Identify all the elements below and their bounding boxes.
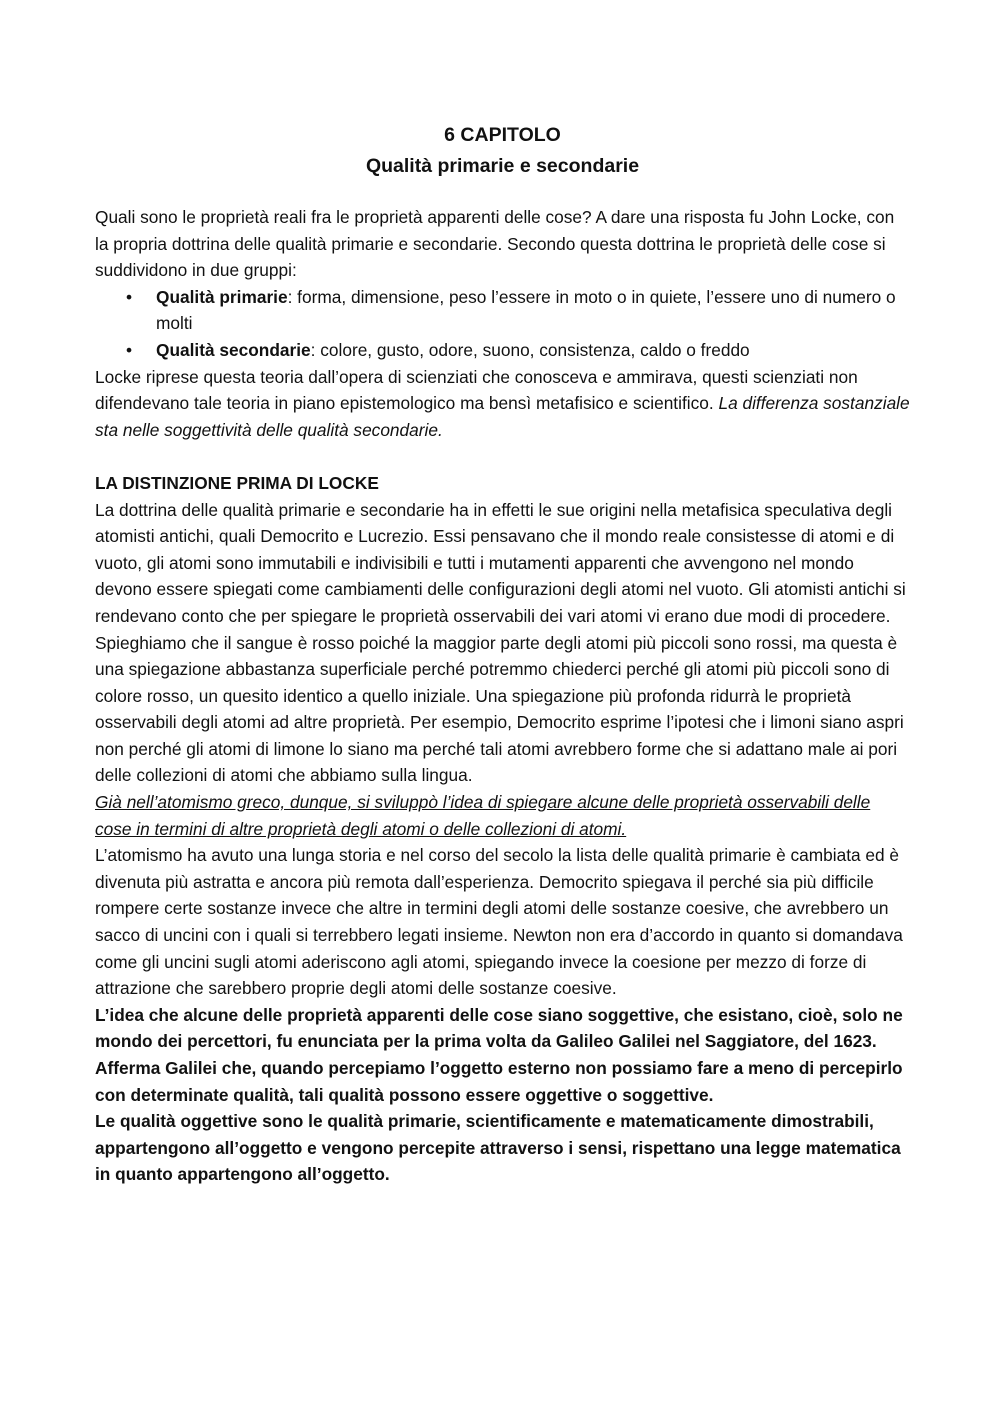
list-item-text: : forma, dimensione, peso l’essere in moto o in quiete, l’essere uno di numero o molti <box>156 286 896 334</box>
section-paragraph-history: L’atomismo ha avuto una lunga storia e nel corso del secolo la lista delle qualità primarie è cambiata ed è divenuta più astratta e ancora più remota dall’esperienza. Democrito spiegava il perché sia più difficile rompere certe sostanze invece che altre in termini degli atomi delle sostanze coesive, che avrebbero un sacco di uncini con i quali si terrebbero legati insieme. Newton non era d’accordo in quanto si domandava come gli uncini sugli atomi aderiscono agli atomi, spiegando invece la coesione per mezzo di forze di attrazione che sarebbero proprie degli atomi delle sostanze coesive. <box>95 845 903 999</box>
locke-paragraph <box>95 364 910 444</box>
document-page <box>95 120 910 1188</box>
chapter-subtitle: Qualità primarie e secondarie <box>365 155 640 177</box>
list-item-term: Qualità secondarie <box>156 339 311 360</box>
chapter-title: 6 CAPITOLO <box>444 124 561 146</box>
section-heading: LA DISTINZIONE PRIMA DI LOCKE <box>95 472 379 493</box>
title-block <box>95 120 910 182</box>
bullet-dot-icon: • <box>126 339 133 360</box>
list-item-text: : colore, gusto, odore, suono, consistenza, caldo o freddo <box>310 339 750 360</box>
section-paragraph-emphasis: Già nell’atomismo greco, dunque, si sviluppò l’idea di spiegare alcune delle proprietà osservabili delle cose in termini di altre proprietà degli atomi o delle collezioni di atomi. <box>95 792 871 839</box>
objective-qualities-paragraph: Le qualità oggettive sono le qualità primarie, scientificamente e matematicamente dimostrabili, appartengono all’oggetto e vengono percepite attraverso i sensi, rispettano una legge matematica in quanto appartengono all’oggetto. <box>95 1111 901 1185</box>
section-paragraph-atomists: La dottrina delle qualità primarie e secondarie ha in effetti le sue origini nella metafisica speculativa degli atomisti antichi, quali Democrito e Lucrezio. Essi pensavano che il mondo reale consistesse di atomi e di vuoto, gli atomi sono immutabili e indivisibili e tutti i mutamenti apparenti che avvengono nel mondo devono essere spiegati come cambiamenti delle configurazioni degli atomi nel vuoto. Gli atomisti antichi si rendevano conto che per spiegare le proprietà osservabili dei vari atomi vi erano due modi di procedere. Spieghiamo che il sangue è rosso poiché la maggior parte degli atomi più piccoli sono rossi, ma questa è una spiegazione abbastanza superficiale perché potremmo chiederci perché gli atomi più piccoli sono di colore rosso, un quesito identico a quello iniziale. Una spiegazione più profonda ridurrà le proprietà osservabili degli atomi ad altre proprietà. Per esempio, Democrito esprime l’ipotesi che i limoni siano aspri non perché gli atomi di limone lo siano ma perché tali atomi avrebbero forme che si adattano male ai pori delle collezioni di atomi che abbiamo sulla lingua. <box>95 499 906 786</box>
intro-paragraph: Quali sono le proprietà reali fra le proprietà apparenti delle cose? A dare una risposta fu John Locke, con la propria dottrina delle qualità primarie e secondarie. Secondo questa dottrina le proprietà delle cose si suddividono in due gruppi: <box>95 207 895 281</box>
galilei-paragraph: L’idea che alcune delle proprietà apparenti delle cose siano soggettive, che esistano, cioè, solo ne mondo dei percettori, fu enunciata per la prima volta da Galileo Galilei nel Saggiatore, del 1623. Afferma Galilei che, quando percepiamo l’oggetto esterno non possiamo fare a meno di percepirlo con determinate qualità, tali qualità possono essere oggettive o soggettive. <box>95 1004 903 1105</box>
list-item-term: Qualità primarie <box>156 286 288 307</box>
list-item <box>95 337 910 364</box>
locke-paragraph-text: Locke riprese questa teoria dall’opera di scienziati che conosceva e ammirava, questi scienziati non difendevano tale teoria in piano epistemologico ma bensì metafisico e scientifico. <box>95 366 858 414</box>
qualities-list <box>95 284 910 364</box>
bullet-dot-icon: • <box>126 286 133 307</box>
list-item <box>95 284 910 337</box>
locke-paragraph-italic: La differenza sostanziale sta nelle soggettività delle qualità secondarie. <box>95 393 910 440</box>
